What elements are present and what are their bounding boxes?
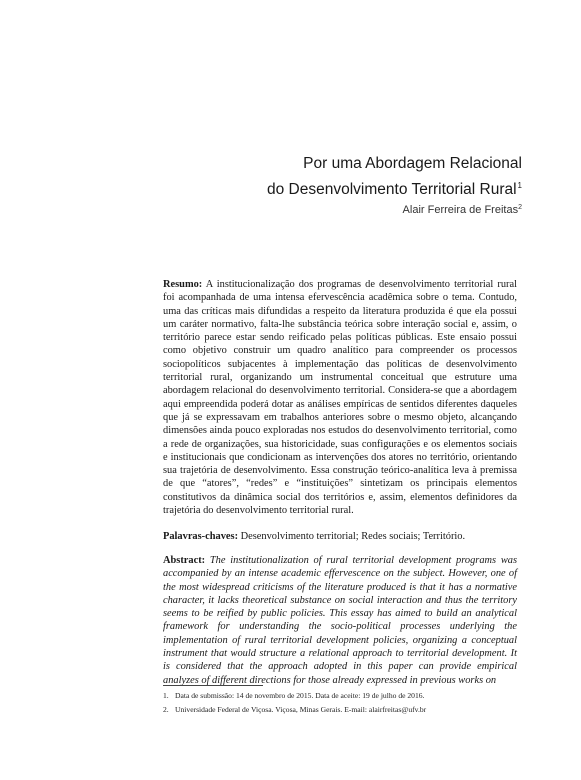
title-footnote-mark: 1	[517, 181, 522, 190]
footnote-2-text: Universidade Federal de Viçosa. Viçosa, Minas Gerais. E-mail: alairfreitas@ufv.br	[175, 705, 427, 714]
article-title	[267, 153, 522, 201]
abstract-label: Abstract:	[163, 555, 206, 566]
abstract-paragraph	[163, 554, 517, 687]
keywords-text: Desenvolvimento territorial; Redes sociais; Território.	[240, 531, 466, 542]
abstract-text: The institutionalization of rural territorial development programs was accompanied by an intense academic effervescence on the subject. However, one of the most widespread criticisms of the literature produced is that it has a normative character, it lacks theoretical substance on social interaction and thus the territory seems to be reified by public policies. This essay has aimed to build an analytical framework for understanding the socio-political processes underlying the implementation of rural territorial development policies, organizing a conceptual instrument that would structure a relational approach to territorial development. It is considered that the approach adopted in this paper can provide empirical analyzes of different directions for those already expressed in previous works on	[163, 555, 517, 686]
resumo-paragraph	[163, 278, 517, 517]
footnote-1	[163, 689, 517, 703]
footnote-2	[163, 703, 517, 717]
footnote-1-text: Data de submissão: 14 de novembro de 2015. Data de aceite: 19 de julho de 2016.	[175, 691, 425, 700]
title-line-2	[267, 175, 522, 201]
title-line-2-text: do Desenvolvimento Territorial Rural	[267, 181, 517, 198]
footnote-rule	[163, 685, 263, 686]
footnote-1-number: 1.	[163, 691, 169, 700]
title-line-1: Por uma Abordagem Relacional	[303, 155, 522, 172]
keywords-label: Palavras-chaves:	[163, 531, 239, 542]
author-line	[403, 204, 522, 216]
resumo-text: A institucionalização dos programas de desenvolvimento territorial rural foi acompanhada de uma intensa efervescência acadêmica sobre o tema. Contudo, uma das críticas mais difundidas a respeito da literatura produzida é que ela possui um caráter normativo, falta-lhe substância teórica sobre interação social e, assim, o território parece estar sendo reificado pelas políticas públicas. Este ensaio possui como objetivo construir um quadro analítico para compreender os processos sociopolíticos subjacentes à implementação das políticas de desenvolvimento territorial rural, organizando um instrumental conceitual que estruture uma abordagem relacional do desenvolvimento territorial. Considera-se que a abordagem aqui empreendida poderá dotar as análises empíricas de sentidos diferentes daqueles que já se expressavam em trabalhos anteriores sobre o mesmo objeto, alcançando dimensões ainda pouco exploradas nos estudos do desenvolvimento territorial, como a rede de organizações, sua historicidade, suas configurações e os elementos sociais e institucionais que condicionam as intervenções dos atores no território, orientando sua trajetória de desenvolvimento. Essa construção teórico-analítica leva à premissa de que “atores”, “redes” e “instituições” sintetizam os principais elementos constitutivos da dinâmica social dos territórios e, assim, elementos definidores da trajetória do desenvolvimento territorial rural.	[163, 279, 517, 517]
footnotes	[163, 689, 517, 717]
keywords-paragraph	[163, 530, 517, 543]
resumo-label: Resumo:	[163, 279, 203, 290]
footnote-2-number: 2.	[163, 705, 169, 714]
author-name: Alair Ferreira de Freitas	[402, 204, 519, 216]
author-footnote-mark: 2	[518, 204, 522, 211]
